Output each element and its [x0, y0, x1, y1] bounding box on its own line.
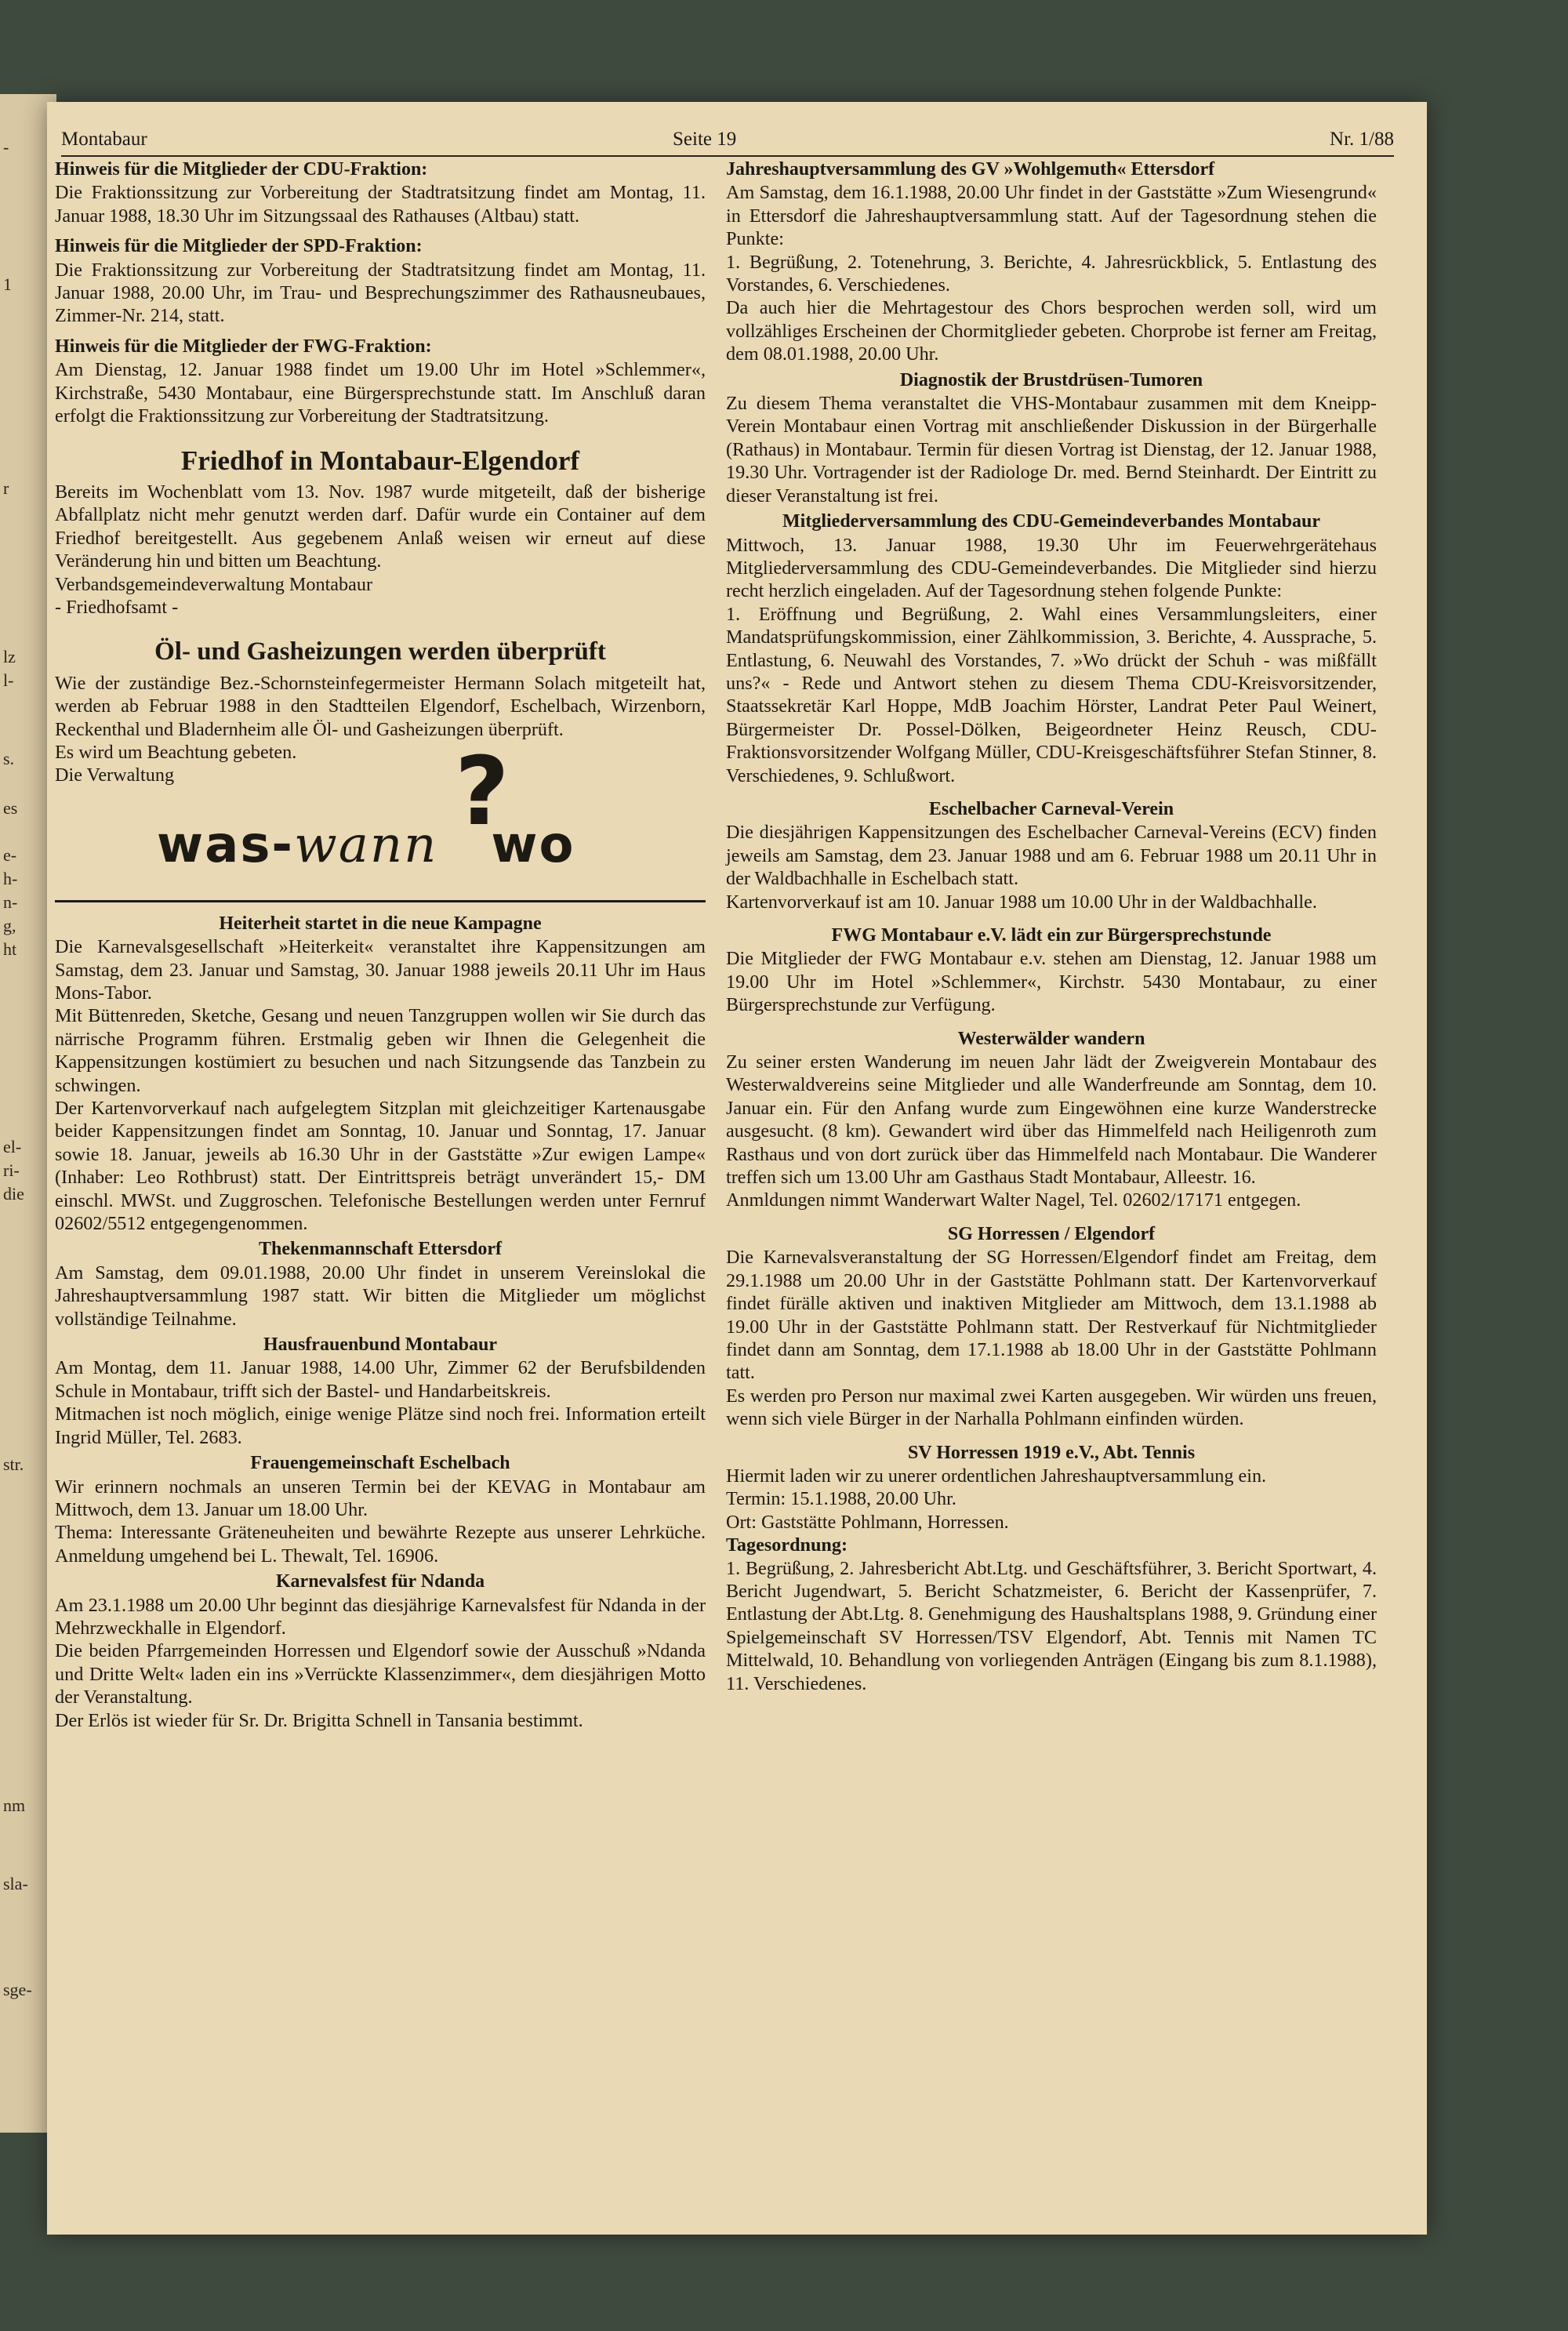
article-signature: Die Verwaltung	[55, 764, 175, 786]
margin-fragment: sla-	[3, 1874, 28, 1893]
notice-title: Hinweis für die Mitglieder der CDU-Fraktion:	[55, 159, 428, 180]
event-text: Kartenvorverkauf ist am 10. Januar 1988 um 10.00 Uhr in der Waldbachhalle.	[726, 891, 1317, 913]
event-text: Am Samstag, dem 16.1.1988, 20.00 Uhr findet in der Gaststätte »Zum Wiesengrund« in Ettersdorf die Jahreshauptversammlung statt. Auf der Tagesordnung stehen die Punkte:	[726, 182, 1377, 250]
event-text: Die Karnevalsgesellschaft »Heiterkeit« veranstaltet ihre Kappensitzungen am Samstag, dem 23. Januar und Samstag, 30. Januar 1988 jeweils 20.11 Uhr im Haus Mons-Tabor.	[55, 936, 706, 1004]
event-text: Am Samstag, dem 09.01.1988, 20.00 Uhr findet in unserem Vereinslokal die Jahreshauptversammlung 1987 statt. Wir bitten die Mitglieder um möglichst vollständige Teilnahme.	[55, 1262, 706, 1330]
article-text: Es wird um Beachtung gebeten.	[55, 741, 297, 763]
header-town: Montabaur	[61, 129, 147, 150]
margin-fragment: s.	[3, 749, 15, 768]
event-title: SV Horressen 1919 e.V., Abt. Tennis	[907, 1442, 1196, 1463]
notice-text: Am Dienstag, 12. Januar 1988 findet um 19.00 Uhr im Hotel »Schlemmer«, Kirchstraße, 5430 Montabaur, eine Bürgersprechstunde statt. Im Anschluß daran erfolgt die Fraktionssitzung zur Vorbereitung der Stadtratsitzung.	[55, 359, 706, 427]
article-text: Wie der zuständige Bez.-Schornsteinfegermeister Hermann Solach mitgeteilt hat, werden ab Februar 1988 in den Stadtteilen Elgendorf, Eschelbach, Wirzenborn, Reckenthal und Bladernheim alle Öl- und Gasheizungen überprüft.	[55, 672, 706, 740]
event-text: Thema: Interessante Gräteneuheiten und bewährte Rezepte aus unserer Lehrküche. Anmeldung umgehend bei L. Thewalt, Tel. 16906.	[55, 1522, 706, 1567]
event-text: Am Montag, dem 11. Januar 1988, 14.00 Uhr, Zimmer 62 der Berufsbildenden Schule in Montabaur, trifft sich der Bastel- und Handarbeitskreis.	[55, 1357, 706, 1402]
article-text: Bereits im Wochenblatt vom 13. Nov. 1987 wurde mitgeteilt, daß der bisherige Abfallplatz nicht mehr genutzt werden darf. Dafür wurde ein Container auf dem Friedhof bereitgestellt. Aus gegebenem Anlaß weisen wir erneut auf diese Veränderung hin und bitten um Beachtung.	[55, 481, 706, 572]
margin-fragment: lz	[3, 647, 16, 666]
event-text: 1. Begrüßung, 2. Jahresbericht Abt.Ltg. und Geschäftsführer, 3. Bericht Sportwart, 4. Bericht Jugendwart, 5. Bericht Schatzmeister, 6. Bericht der Kassenprüfer, 7. Entlastung der Abt.Ltg. 8. Genehmigung des Haushaltsplans 1988, 9. Gründung einer Spielgemeinschaft SV Horressen/TSV Elgendorf, Abt. Tennis mit Namen TC Mittelwald, 10. Behandlung von vorliegenden Anträgen (Eingang bis zum 8.1.1988), 11. Verschiedenes.	[726, 1557, 1377, 1694]
event-title: Thekenmannschaft Ettersdorf	[259, 1239, 502, 1260]
notice-fwg-fraktion	[55, 336, 706, 428]
notice-spd-fraktion	[55, 235, 706, 328]
event-text: 1. Eröffnung und Begrüßung, 2. Wahl eines Versammlungsleiters, einer Mandatsprüfungskommission, einer Zählkommission, 3. Berichte, 4. Aussprache, 5. Entlastung, 6. Neuwahl des Vorstandes, 7. »Wo drückt der Schuh - was mißfällt uns?« - Rede und Antwort stehen zu diesem Thema CDU-Kreisvorsitzender, Staatssekretär Karl Hoppe, MdB Joachim Hörster, Landrat Peter Paul Weinert, Bürgermeister Dr. Possel-Dölken, Beigeordneter Heinz Reusch, CDU-Fraktionsvorsitzender Wolfgang Müller, CDU-Kreisgeschäftsführer Stefan Stinner, 8. Verschiedenes, 9. Schlußwort.	[726, 603, 1377, 786]
event-text: Hiermit laden wir zu unerer ordentlichen Jahreshauptversammlung ein.	[726, 1465, 1267, 1487]
margin-fragment: e-	[3, 845, 17, 865]
margin-fragment: -	[3, 137, 9, 157]
margin-fragment: nm	[3, 1795, 26, 1815]
event-title: Jahreshauptversammlung des GV »Wohlgemuth« Ettersdorf	[726, 159, 1215, 180]
margin-fragment: r	[3, 478, 9, 498]
question-mark-graphic: ?	[455, 737, 510, 847]
event-title: Frauengemeinschaft Eschelbach	[250, 1453, 510, 1474]
event-title: Hausfrauenbund Montabaur	[263, 1334, 498, 1356]
article-signature: Verbandsgemeindeverwaltung Montabaur	[55, 573, 373, 595]
event-text: Zu seiner ersten Wanderung im neuen Jahr lädt der Zweigverein Montabaur des Westerwaldvereins seine Mitglieder und alle Wanderfreunde am Sonntag, dem 10. Januar ein. Für den Anfang wurde zum Eingewöhnen eine kurze Wanderstrecke ausgesucht. (8 km). Gewandert wird über das Himmelfeld nach Heiligenroth zum Rasthaus und von dort zurück über das Himmelfeld nach Montabaur. Die Wanderer treffen sich um 13.00 Uhr am Gasthaus Stadt Montabaur, Alleestr. 16.	[726, 1051, 1377, 1189]
event-text: Die Mitglieder der FWG Montabaur e.v. stehen am Dienstag, 12. Januar 1988 um 19.00 Uhr im Hotel »Schlemmer«, Kirchstr. 5430 Montabaur, zu einer Bürgersprechstunde zur Verfügung.	[726, 948, 1377, 1016]
event-text: Mittwoch, 13. Januar 1988, 19.30 Uhr im Feuerwehrgerätehaus Mitgliederversammlung des CDU-Gemeindeverbandes. Die Mitglieder sind hierzu recht herzlich eingeladen. Auf der Tagesordnung stehen folgende Punkte:	[726, 534, 1377, 602]
event-text: Mitmachen ist noch möglich, einige wenige Plätze sind noch frei. Information erteilt Ingrid Müller, Tel. 2683.	[55, 1403, 706, 1448]
event-title: Eschelbacher Carneval-Verein	[928, 798, 1174, 819]
event-text: Anmldungen nimmt Wanderwart Walter Nagel, Tel. 02602/17171 entgegen.	[726, 1189, 1301, 1211]
event-text: Termin: 15.1.1988, 20.00 Uhr.	[726, 1488, 956, 1510]
margin-fragment: 1	[3, 274, 12, 294]
notice-text: Die Fraktionssitzung zur Vorbereitung der Stadtratsitzung findet am Montag, 11. Januar 1988, 20.00 Uhr, im Trau- und Besprechungszimmer des Rathausneubaues, Zimmer-Nr. 214, statt.	[55, 259, 706, 327]
event-text: Da auch hier die Mehrtagestour des Chors besprochen werden soll, wird um vollzähliges Erscheinen der Chormitglieder gebeten. Chorprobe ist ferner am Freitag, dem 08.01.1988, 20.00 Uhr.	[726, 297, 1377, 365]
logo-word-wann: wann	[293, 815, 438, 874]
event-title: SG Horressen / Elgendorf	[947, 1223, 1156, 1244]
margin-fragment: n-	[3, 892, 18, 912]
right-column	[726, 158, 1377, 1695]
event-text: 1. Begrüßung, 2. Totenehrung, 3. Berichte, 4. Jahresrückblick, 5. Entlastung des Vorstandes, 6. Verschiedenes.	[726, 251, 1377, 296]
article-title-heizungen: Öl- und Gasheizungen werden überprüft	[154, 637, 606, 666]
header-issue: Nr. 1/88	[1330, 129, 1394, 150]
margin-fragment: sge-	[3, 1980, 32, 1999]
header-page-number: Seite 19	[673, 129, 737, 150]
logo-word-wo: wo	[491, 815, 575, 874]
event-text: Es werden pro Person nur maximal zwei Karten ausgegeben. Wir würden uns freuen, wenn sich viele Bürger in der Narhalla Pohlmann einfinden würden.	[726, 1385, 1377, 1430]
event-title: Diagnostik der Brustdrüsen-Tumoren	[899, 369, 1203, 390]
event-text: Die Karnevalsveranstaltung der SG Horressen/Elgendorf findet am Freitag, dem 29.1.1988 um 20.00 Uhr in der Gaststätte Pohlmann statt. Der Kartenvorverkauf findet fürälle aktiven und inaktiven Mitglieder am Mittwoch, dem 13.1.1988 ab 19.00 Uhr in der Gaststätte Pohlmann statt. Der Restverkauf für Nichtmitglieder findet dann am Sonntag, dem 17.1.1988 ab 18.00 Uhr in der Gaststätte Pohlmann tatt.	[726, 1247, 1377, 1384]
notice-title: Hinweis für die Mitglieder der FWG-Fraktion:	[55, 336, 432, 357]
logo-rule	[55, 900, 706, 902]
margin-fragment: l-	[3, 670, 14, 690]
event-text: Die beiden Pfarrgemeinden Horressen und Elgendorf sowie der Ausschuß »Ndanda und Dritte Welt« laden ein ins »Verrückte Klassenzimmer«, dem diesjährigen Motto der Veranstaltung.	[55, 1640, 706, 1708]
event-title: Karnevalsfest für Ndanda	[275, 1571, 485, 1592]
margin-fragment: ht	[3, 939, 17, 959]
margin-fragment: h-	[3, 869, 18, 888]
margin-fragment: g,	[3, 916, 16, 935]
event-text: Die diesjährigen Kappensitzungen des Eschelbacher Carneval-Vereins (ECV) finden jeweils am Samstag, dem 23. Januar 1988 und am 6. Februar 1988 um 20.11 Uhr in der Waldbachhalle in Eschelbach statt.	[726, 822, 1377, 890]
event-text: Mit Büttenreden, Sketche, Gesang und neuen Tanzgruppen wollen wir Sie durch das närrische Programm führen. Erstmalig geben wir Ihnen die Gelegenheit die Kappensitzungen kostümiert zu besuchen und nach Sitzungsende das Tanzbein zu schwingen.	[55, 1005, 706, 1096]
page-header	[61, 129, 1394, 157]
logo-word-was: was-	[157, 815, 294, 874]
margin-fragment: el-	[3, 1137, 22, 1156]
event-text: Am 23.1.1988 um 20.00 Uhr beginnt das diesjährige Karnevalsfest für Ndanda in der Mehrzweckhalle in Elgendorf.	[55, 1594, 706, 1639]
event-text: Der Kartenvorverkauf nach aufgelegtem Sitzplan mit gleichzeitiger Kartenausgabe beider Kappensitzungen findet am Sonntag, 10. Januar und Sonntag, 17. Januar sowie 18. Januar, jeweils ab 16.30 Uhr in der Gaststätte »Zur ewigen Lampe« (Inhaber: Leo Rothbrust) statt. Der Eintrittspreis beträgt unverändert 15,- DM einschl. MWSt. und Zuggroschen. Telefonische Bestellungen werden unter Fernruf 02602/5512 entgegengenommen.	[55, 1098, 706, 1235]
event-title: Westerwälder wandern	[957, 1028, 1145, 1049]
margin-fragment: es	[3, 798, 18, 818]
article-title-friedhof: Friedhof in Montabaur-Elgendorf	[180, 445, 580, 477]
left-column	[55, 158, 706, 1732]
event-text: Ort: Gaststätte Pohlmann, Horressen.	[726, 1511, 1009, 1533]
margin-fragment: die	[3, 1184, 24, 1204]
event-text: Tagesordnung:	[726, 1534, 848, 1556]
notice-cdu-fraktion	[55, 158, 706, 227]
event-text: Der Erlös ist wieder für Sr. Dr. Brigitta Schnell in Tansania bestimmt.	[55, 1709, 583, 1731]
newspaper-page	[47, 102, 1427, 2235]
event-title: FWG Montabaur e.V. lädt ein zur Bürgersprechstunde	[831, 925, 1272, 946]
event-text: Wir erinnern nochmals an unseren Termin bei der KEVAG in Montabaur am Mittwoch, dem 13. Januar um 18.00 Uhr.	[55, 1476, 706, 1520]
event-text: Zu diesem Thema veranstaltet die VHS-Montabaur zusammen mit dem Kneipp-Verein Montabaur einen Vortrag mit anschließender Diskussion in der Bürgerhalle (Rathaus) in Montabaur. Termin für diesen Vortrag ist Dienstag, der 12. Januar 1988, 19.30 Uhr. Vortragender ist der Radiologe Dr. med. Bernd Steinhardt. Der Eintritt zu dieser Veranstaltung ist frei.	[726, 393, 1377, 507]
notice-title: Hinweis für die Mitglieder der SPD-Fraktion:	[55, 236, 423, 257]
article-signature: - Friedhofsamt -	[55, 596, 179, 618]
notice-text: Die Fraktionssitzung zur Vorbereitung der Stadtratsitzung findet am Montag, 11. Januar 1988, 18.30 Uhr im Sitzungssaal des Rathauses (Altbau) statt.	[55, 182, 706, 227]
event-title: Mitgliederversammlung des CDU-Gemeindeverbandes Montabaur	[782, 511, 1320, 532]
event-title: Heiterheit startet in die neue Kampagne	[219, 913, 542, 934]
margin-fragment: str.	[3, 1454, 24, 1474]
margin-fragment: ri-	[3, 1160, 20, 1180]
